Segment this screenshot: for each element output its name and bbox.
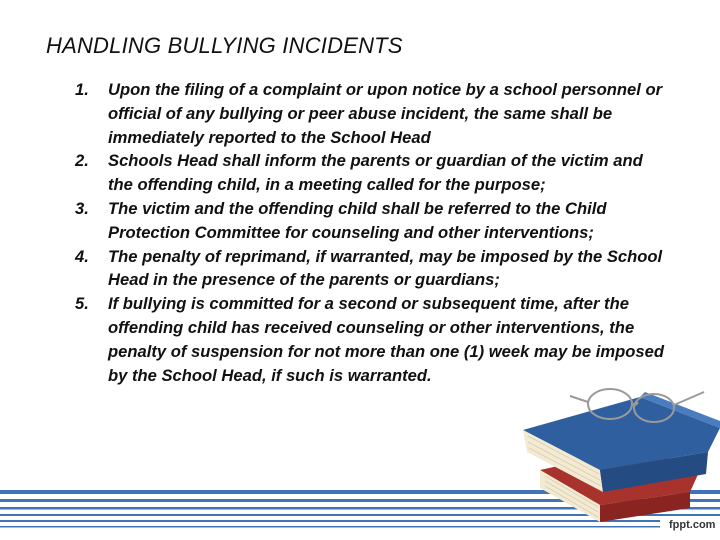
list-item xyxy=(62,78,672,149)
list-item-text: The penalty of reprimand, if warranted, may be imposed by the School Head in the presence of the parents or guardians; xyxy=(108,246,663,290)
books-icon xyxy=(523,392,720,522)
list-item xyxy=(62,149,672,197)
slide-title: HANDLING BULLYING INCIDENTS xyxy=(46,33,403,58)
list-item xyxy=(62,245,672,293)
list-item-text: Upon the filing of a complaint or upon notice by a school personnel or official of any bullying or peer abuse incident, the same shall be immediately reported to the School Head xyxy=(108,80,663,147)
list-item-text: The victim and the offending child shall be referred to the Child Protection Committee for counseling and other interventions; xyxy=(108,198,607,242)
list-item-number: 5. xyxy=(75,294,89,314)
list-item-number: 3. xyxy=(75,198,89,218)
list-item-number: 2. xyxy=(75,151,89,171)
list-item xyxy=(62,197,672,245)
list-item-number: 1. xyxy=(75,80,89,99)
procedure-list xyxy=(62,78,672,387)
brand-watermark: fppt.com xyxy=(669,519,716,531)
list-item-text: Schools Head shall inform the parents or guardian of the victim and the offending child, in a meeting called for the purpose; xyxy=(108,151,643,195)
list-item-text: If bullying is committed for a second or subsequent time, after the offending child has received counseling or other interventions, the penalty of suspension for not more than one (1) week may be imposed by the School Head, if such is warranted. xyxy=(108,294,664,385)
list-item-number: 4. xyxy=(75,246,89,266)
list-item xyxy=(62,292,672,387)
